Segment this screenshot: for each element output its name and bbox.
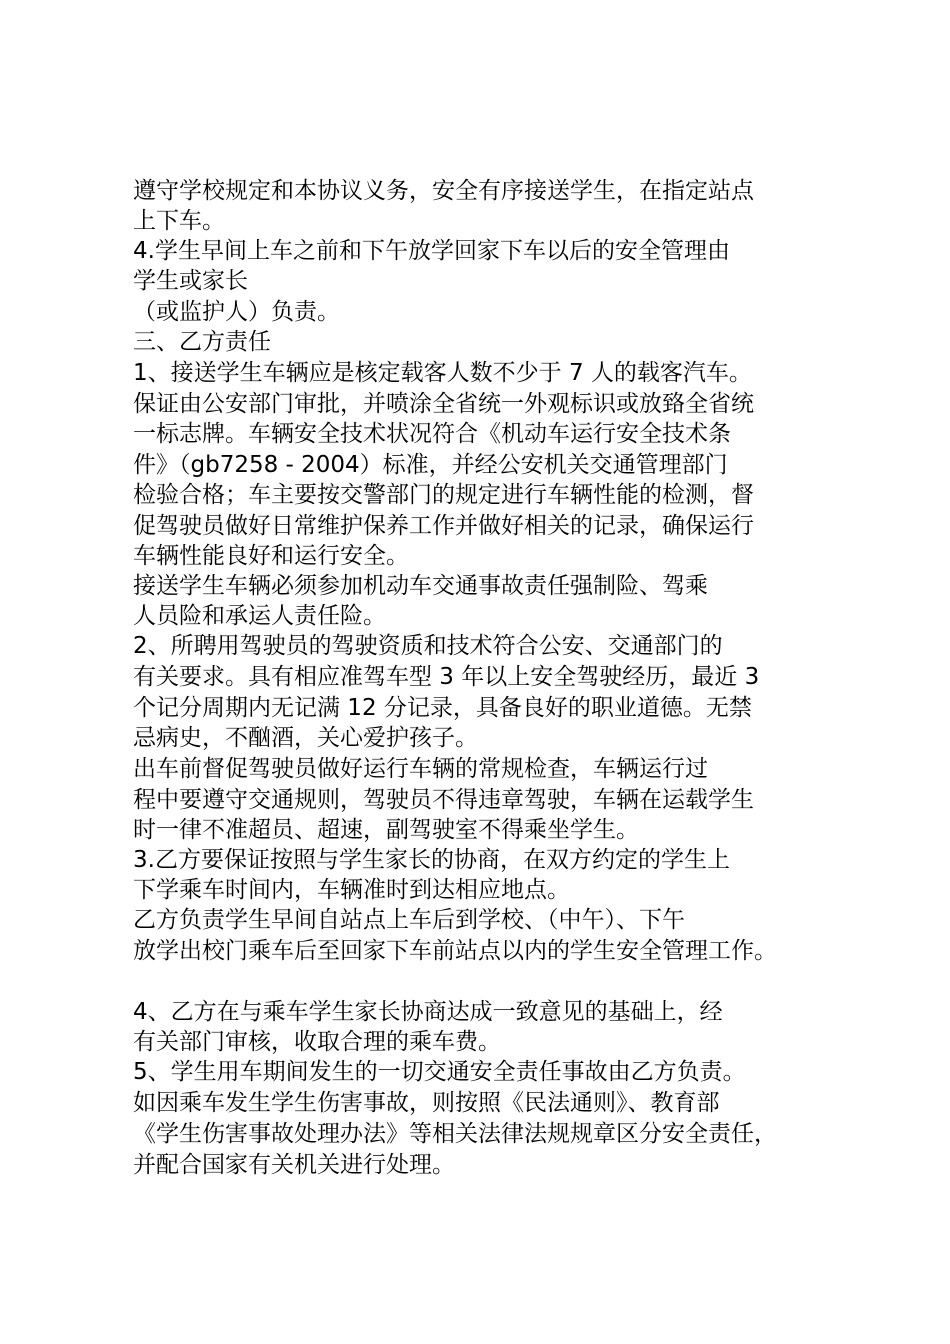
text-line: 4、乙方在与乘车学生家长协商达成一致意见的基础上，经: [133, 999, 723, 1025]
text-line: 遵守学校规定和本协议义务，安全有序接送学生，在指定站点: [133, 178, 754, 204]
text-line: 保证由公安部门审批，并喷涂全省统一外观标识或放臵全省统: [133, 391, 754, 417]
text-line: 人员险和承运人责任险。: [133, 603, 386, 629]
text-line: 三、乙方责任: [133, 329, 271, 355]
text-line: 有关部门审核，收取合理的乘车费。: [133, 1029, 501, 1055]
text-line: 并配合国家有关机关进行处理。: [133, 1152, 455, 1178]
text-line: 检验合格；车主要按交警部门的规定进行车辆性能的检测，督: [133, 482, 754, 508]
text-line: 2、所聘用驾驶员的驾驶资质和技术符合公安、交通部门的: [133, 633, 723, 659]
text-line: 1、接送学生车辆应是核定载客人数不少于 7 人的载客汽车。: [133, 360, 752, 386]
text-line: 一标志牌。车辆安全技术状况符合《机动车运行安全技术条: [133, 421, 731, 447]
text-line: 3.乙方要保证按照与学生家长的协商，在双方约定的学生上: [133, 847, 730, 873]
text-line: 接送学生车辆必须参加机动车交通事故责任强制险、驾乘: [133, 573, 708, 599]
text-line: 下学乘车时间内，车辆准时到达相应地点。: [133, 877, 570, 903]
text-line: 有关要求。具有相应准驾车型 3 年以上安全驾驶经历，最近 3: [133, 664, 760, 690]
text-line: 4.学生早间上车之前和下午放学回家下车以后的安全管理由: [133, 238, 730, 264]
text-line: （或监护人）负责。: [133, 299, 340, 325]
text-line: 忌病史，不酗酒，关心爱护孩子。: [133, 725, 478, 751]
text-line: 车辆性能良好和运行安全。: [133, 543, 409, 569]
text-line: 5、学生用车期间发生的一切交通安全责任事故由乙方负责。: [133, 1059, 746, 1085]
text-line: 件》（gb7258 - 2004）标准，并经公安机关交通管理部门: [133, 452, 728, 478]
text-line: 个记分周期内无记满 12 分记录，具备良好的职业道德。无禁: [133, 695, 752, 721]
text-line: 《学生伤害事故处理办法》等相关法律法规规章区分安全责任，: [133, 1121, 777, 1147]
text-line: 上下车。: [133, 208, 225, 234]
text-line: 程中要遵守交通规则，驾驶员不得违章驾驶，车辆在运载学生: [133, 787, 754, 813]
text-line: 放学出校门乘车后至回家下车前站点以内的学生安全管理工作。: [133, 938, 777, 964]
text-line: 如因乘车发生学生伤害事故，则按照《民法通则》、教育部: [133, 1090, 720, 1116]
text-line: 促驾驶员做好日常维护保养工作并做好相关的记录，确保运行: [133, 513, 754, 539]
text-line: 出车前督促驾驶员做好运行车辆的常规检查，车辆运行过: [133, 756, 708, 782]
text-line: 学生或家长: [133, 268, 248, 294]
text-line: 时一律不准超员、超速，副驾驶室不得乘坐学生。: [133, 817, 639, 843]
text-line: 乙方负责学生早间自站点上车后到学校、（中午）、下午: [133, 907, 685, 933]
